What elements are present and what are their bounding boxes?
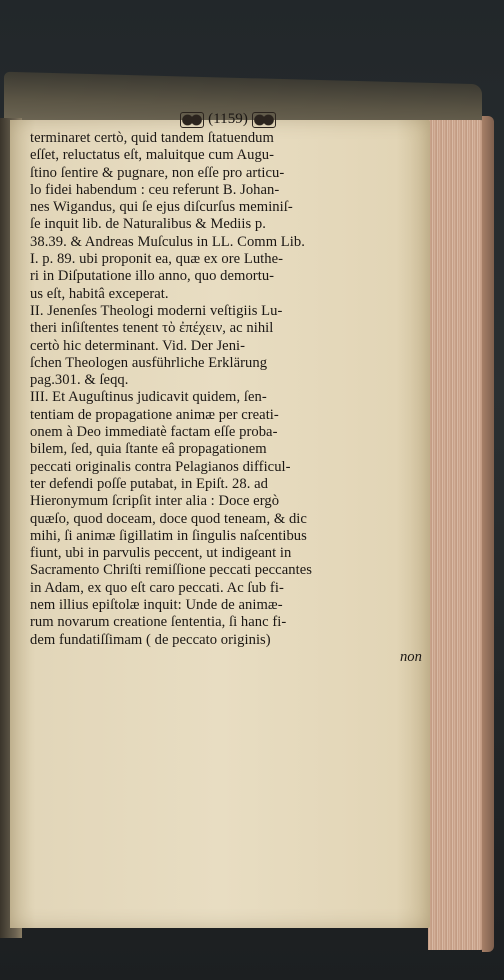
ornament-left-icon [180,112,204,128]
text-line: Hieronymum ſcripſit inter alia : Doce ergò [30,493,280,510]
text-line: us eſt, habitâ exceperat. [30,285,169,302]
text-line: fiunt, ubi in parvulis peccent, ut indigeant in [30,545,292,562]
text-line: ri in Diſputatione illo anno, quo demortu- [30,268,275,285]
text-line: pag.301. & ſeqq. [30,372,129,389]
text-line: theri inſiſtentes tenent τὸ ἐπέχειν, ac nihil [30,320,274,337]
page-edges [428,120,488,950]
page-number: (1159) [208,111,248,127]
text-line: nem illius epiſtolæ inquit: Unde de animæ- [30,597,283,614]
text-line: nes Wigandus, qui ſe ejus diſcurſus meminiſ- [30,199,293,216]
text-line: III. Et Auguſtinus judicavit quidem, ſen- [30,389,267,406]
text-line: Sacramento Chriſti remiſſione peccati peccantes [30,562,312,579]
text-line: bilem, ſed, quia ſtante eâ propagationem [30,441,267,458]
ornament-right-icon [252,112,276,128]
text-line: ſchen Theologen ausführliche Erklärung [30,354,268,371]
text-line: dem fundatiſſimam ( de peccato originis) [30,631,271,648]
text-line: mihi, ſi animæ ſigillatim in ſingulis naſcentibus [30,527,307,544]
page-header [30,108,426,130]
text-line: lo fidei habendum : ceu referunt B. Johan- [30,181,280,198]
text-line: in Adam, ex quo eſt caro peccati. Ac ſub fi- [30,579,284,596]
text-line: certò hic determinant. Vid. Der Jeni- [30,337,246,354]
text-line: ſe inquit lib. de Naturalibus & Mediis p. [30,216,266,233]
text-line: II. Jenenſes Theologi moderni veſtigiis Lu- [30,302,283,319]
text-line: quæſo, quod doceam, doce quod teneam, & dic [30,510,307,527]
text-line: onem à Deo immediatè factam eſſe proba- [30,424,278,441]
text-line: eſſet, reluctatus eſt, maluitque cum Augu- [30,147,275,164]
text-line: ter defendi poſſe putabat, in Epiſt. 28. ad [30,475,269,492]
text-line: tentiam de propagatione animæ per creati- [30,406,279,423]
text-line: 38.39. & Andreas Muſculus in LL. Comm Lib. [30,233,305,250]
catchword: non [399,648,422,665]
text-line: terminaret certò, quid tandem ſtatuendum [30,130,274,146]
text-line: peccati originalis contra Pelagianos difficul- [30,458,291,475]
text-line: I. p. 89. ubi proponit ea, quæ ex ore Luthe- [30,251,284,268]
text-line: rum novarum creatione ſententia, ſi hanc fi- [30,614,287,631]
text-line: ſtino ſentire & pugnare, non eſſe pro articu- [30,164,285,181]
page-text [30,108,426,666]
